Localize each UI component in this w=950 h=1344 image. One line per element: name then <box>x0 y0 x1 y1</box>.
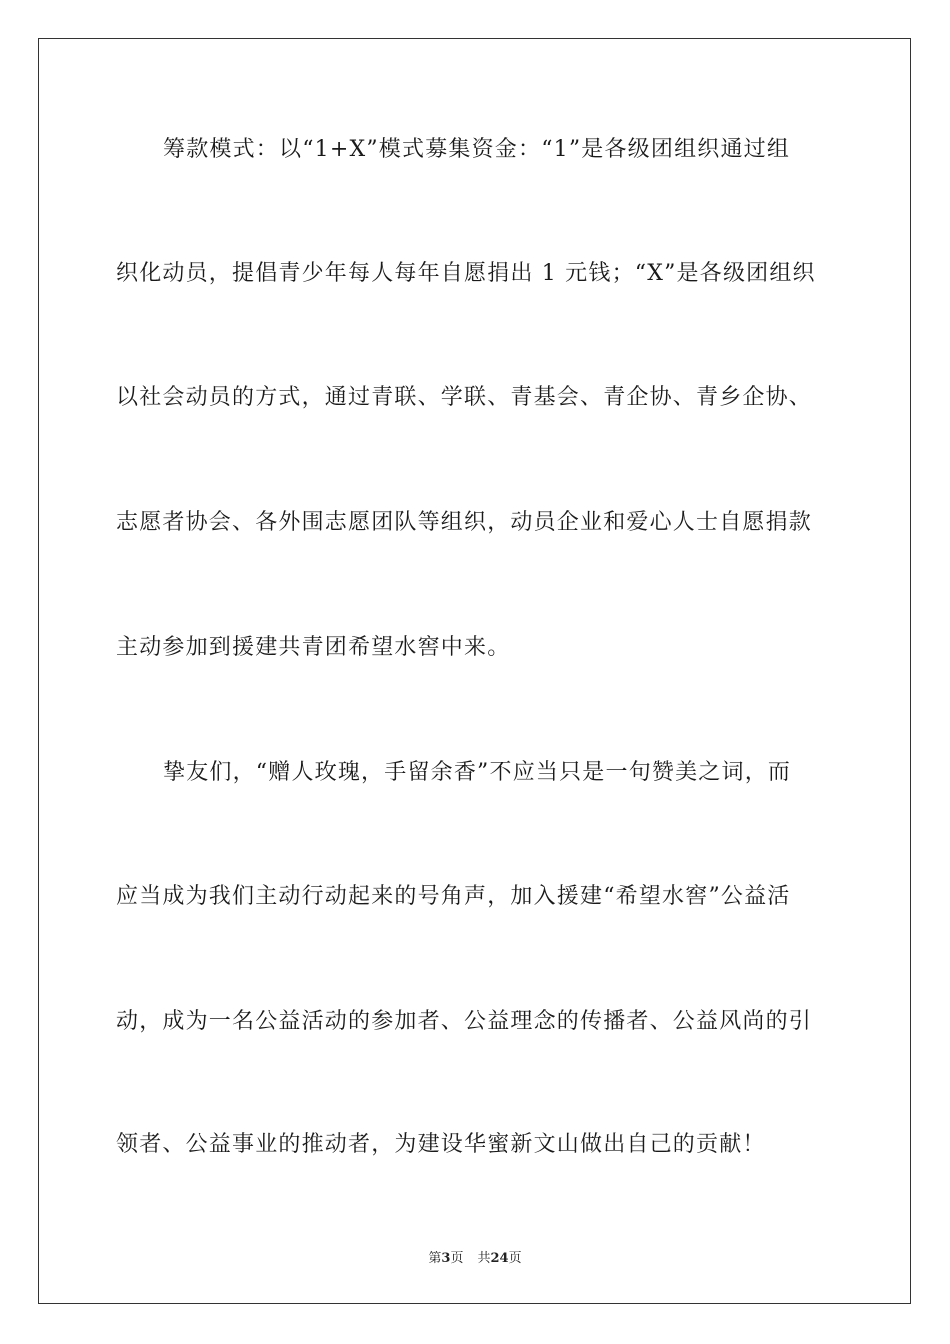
paragraph-1-line-2: 织化动员，提倡青少年每人每年自愿捐出 1 元钱；“X”是各级团组织 <box>116 261 816 286</box>
current-page-number: 3 <box>441 1251 451 1266</box>
page-prefix: 第 <box>428 1251 442 1266</box>
paragraph-1-line-4: 志愿者协会、各外围志愿团队等组织，动员企业和爱心人士自愿捐款 <box>116 510 813 535</box>
paragraph-1-line-3: 以社会动员的方式，通过青联、学联、青基会、青企协、青乡企协、 <box>116 385 813 410</box>
total-suffix: 页 <box>508 1251 522 1266</box>
paragraph-2-line-1: 挚友们，“赠人玫瑰，手留余香”不应当只是一句赞美之词，而 <box>163 760 792 785</box>
paragraph-2-line-4: 领者、公益事业的推动者，为建设华蜜新文山做出自己的贡献！ <box>116 1132 766 1157</box>
page-suffix: 页 <box>450 1251 464 1266</box>
total-page-count: 24 <box>490 1251 509 1266</box>
paragraph-2-line-3: 动，成为一名公益活动的参加者、公益理念的传播者、公益风尚的引 <box>116 1009 813 1034</box>
paragraph-1-line-1: 筹款模式：以“1+X”模式募集资金：“1”是各级团组织通过组 <box>163 137 791 162</box>
paragraph-1-line-5: 主动参加到援建共青团希望水窖中来。 <box>116 635 511 660</box>
page-number-footer <box>0 1247 950 1266</box>
total-prefix: 共 <box>477 1251 491 1266</box>
page-frame <box>38 38 911 1304</box>
paragraph-2-line-2: 应当成为我们主动行动起来的号角声，加入援建“希望水窖”公益活 <box>116 884 791 909</box>
